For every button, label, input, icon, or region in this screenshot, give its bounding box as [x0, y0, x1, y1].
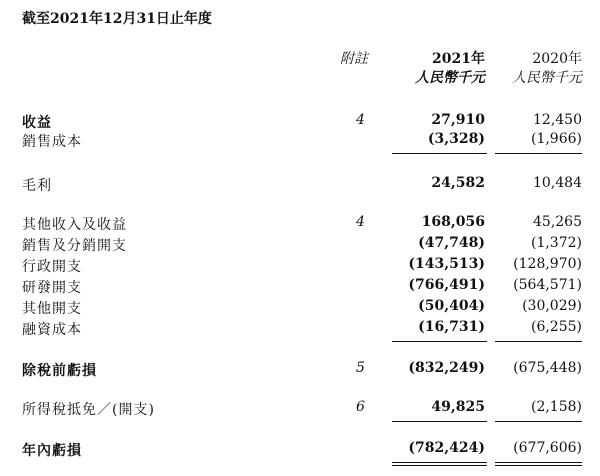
value-2020: (675,448) [513, 360, 582, 376]
row-note: 4 [356, 112, 365, 128]
value-2021: (50,404) [418, 298, 485, 314]
value-2021: (143,513) [408, 256, 485, 272]
value-2021: (832,249) [408, 360, 485, 376]
value-2021: (47,748) [418, 235, 485, 251]
table-row-finance-costs [0, 319, 600, 339]
row-note: 6 [356, 399, 365, 415]
total-double-rule-2021 [392, 465, 487, 466]
total-double-rule-2021 [392, 462, 487, 463]
table-row-rd-expenses [0, 277, 600, 297]
table-row-income-tax [0, 399, 600, 419]
unit-2021-header: 人民幣千元 [415, 70, 485, 86]
total-double-rule-2020 [495, 462, 582, 463]
value-2021: 168,056 [421, 214, 485, 230]
value-2021: (16,731) [418, 319, 485, 335]
subtotal-rule-2020 [495, 153, 582, 154]
table-row-gross-profit [0, 175, 600, 195]
row-label: 毛利 [22, 178, 52, 194]
row-label: 行政開支 [22, 259, 82, 275]
year-2021-header: 2021年 [432, 51, 485, 67]
table-row-other-income [0, 214, 600, 234]
value-2020: (2,158) [530, 399, 582, 415]
row-label: 其他收入及收益 [22, 217, 127, 233]
value-2020: (6,255) [530, 319, 582, 335]
value-2021: (3,328) [427, 131, 485, 147]
value-2021: (766,491) [408, 277, 485, 293]
value-2020: (564,571) [513, 277, 582, 293]
value-2020: 12,450 [533, 112, 582, 128]
value-2020: 45,265 [533, 214, 582, 230]
row-label: 所得稅抵免／(開支) [22, 402, 155, 418]
table-row-cost-of-sales [0, 131, 600, 151]
value-2020: (30,029) [522, 298, 582, 314]
value-2021: 49,825 [431, 399, 485, 415]
table-row-other-expenses [0, 298, 600, 318]
value-2020: 10,484 [533, 175, 582, 191]
value-2020: (1,966) [530, 131, 582, 147]
unit-2020-header: 人民幣千元 [512, 70, 582, 86]
value-2020: (128,970) [513, 256, 582, 272]
row-label: 研發開支 [22, 280, 82, 296]
row-label: 銷售及分銷開支 [22, 238, 127, 254]
row-note: 4 [356, 214, 365, 230]
table-row-loss-before-tax [0, 360, 600, 380]
subtotal-rule-2021 [392, 421, 487, 422]
value-2021: 27,910 [431, 112, 485, 128]
row-label: 銷售成本 [22, 134, 82, 150]
statement-title: 截至2021年12月31日止年度 [22, 11, 212, 27]
table-row-revenue [0, 112, 600, 132]
value-2021: (782,424) [408, 440, 485, 456]
row-label: 融資成本 [22, 322, 82, 338]
value-2021: 24,582 [431, 175, 485, 191]
value-2020: (677,606) [513, 440, 582, 456]
table-row-administrative-expenses [0, 256, 600, 276]
table-row-loss-for-year [0, 440, 600, 460]
row-note: 5 [356, 360, 365, 376]
table-row-selling-expenses [0, 235, 600, 255]
value-2020: (1,372) [530, 235, 582, 251]
subtotal-rule-2020 [495, 341, 582, 342]
row-label: 年內虧損 [22, 443, 82, 459]
note-column-header: 附註 [340, 51, 368, 67]
row-label: 除稅前虧損 [22, 363, 97, 379]
row-label: 收益 [22, 115, 52, 131]
subtotal-rule-2021 [392, 153, 487, 154]
subtotal-rule-2020 [495, 421, 582, 422]
row-label: 其他開支 [22, 301, 82, 317]
subtotal-rule-2021 [392, 341, 487, 342]
year-2020-header: 2020年 [532, 51, 582, 67]
total-double-rule-2020 [495, 465, 582, 466]
